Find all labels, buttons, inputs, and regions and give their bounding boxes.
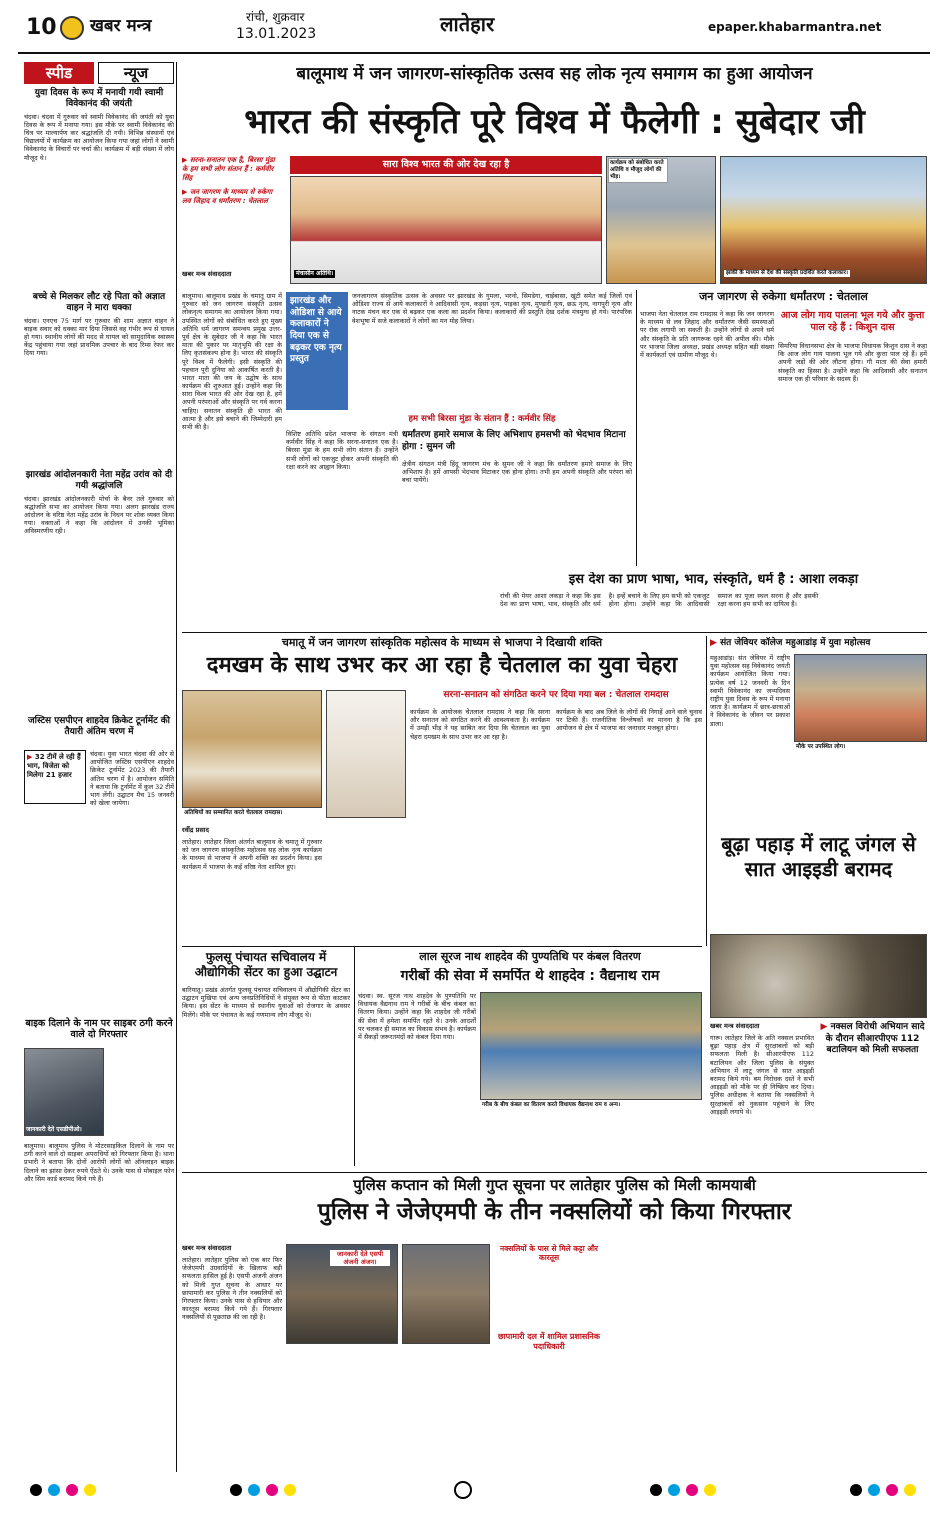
chetlal-body: भाजपा नेता चेतलाल राम रामदास ने कहा कि जन जागरण के माध्यम से लव जिहाद और धर्मांतरण जैसी समस्याओं पर रोक लगायी जा सकती है। उन्होंने लोगों से अपने धर्म और संस्कृति के प्रति जागरूक रहने की अपील की। मौके पर भाजपा जिला अध्यक्ष, प्रखंड अध्यक्ष सहित बड़ी संख्या में कार्यकर्ता एवं ग्रामीण मौजूद थे। xyxy=(640,310,774,359)
speed-item-title: जस्टिस एसपीएन शाहदेव क्रिकेट टूर्नामेंट की तैयारी अंतिम चरण में xyxy=(27,716,170,737)
section-rule-1 xyxy=(182,632,927,633)
top-story-headline: भारत की संस्कृति पूरे विश्व में फैलेगी : सुबेदार जी xyxy=(244,102,865,142)
chamatu-body-2: कार्यक्रम के आयोजक चेतलाल रामदास ने कहा कि सरना और सनातन को संगठित करने की आवश्यकता है। कार्यक्रम में उमड़ी भीड़ ने यह साबित कर दिया कि चेतलाल का युवा चेहरा दमखम के साथ उभर कर आ रहा है। xyxy=(410,708,550,741)
color-swatch xyxy=(686,1484,698,1496)
speed-item-title: झारखंड आंदोलनकारी नेता महेंद्र उरांव को दी गयी श्रद्धांजलि xyxy=(25,470,173,491)
triangle-icon: ▶ xyxy=(710,638,717,648)
color-swatch xyxy=(850,1484,862,1496)
color-swatch xyxy=(30,1484,42,1496)
police-body-col-3 xyxy=(608,1244,712,1456)
chamatu-body-1: लातेहार। लातेहार जिला अंतर्गत बालूमाथ के चमातू में गुरुवार को जन जागरण सांस्कृतिक महोत्सव सह लोक नृत्य कार्यक्रम के माध्यम से भाजपा ने अपनी शक्ति का प्रदर्शन किया। इस कार्यक्रम में भाजपा के कई वरिष्ठ नेता शामिल हुए। xyxy=(182,838,322,871)
bullet-text: सरना-सनातन एक है, बिरसा मुंडा के हम सभी लोग संतान हैं : कर्मवीर सिंह xyxy=(182,156,275,182)
bullet-2 xyxy=(182,188,282,206)
chamatu-headline: दमखम के साथ उभर कर आ रहा है चेतलाल का युवा चेहरा xyxy=(206,653,678,678)
xavier-body-top: महुआडांड़। संत जेवियर में राष्ट्रीय युवा महोत्सव सह विवेकानंद जयंती कार्यक्रम आयोजित किया गया। प्रत्येक वर्ष 12 जनवरी के दिन स्वामी विवेकानंद का जन्मदिवस राष्ट्रीय युवा दिवस के रूप में मनाया जाता है। कार्यक्रम में छात्र-छात्राओं ने विवेकानंद के जीवन पर प्रकाश डाला। xyxy=(710,654,790,728)
chamatu-byline: रवींद्र प्रसाद xyxy=(182,826,209,834)
police-body: लातेहार। लातेहार पुलिस को एक बार फिर जेजेएमपी उग्रवादियों के खिलाफ बड़ी सफलता हासिल हुई है। एसपी अंजनी अंजन को मिली गुप्त सूचना के आधार पर छापामारी कर पुलिस ने तीन नक्सलियों को गिरफ्तार किया। उनके पास से हथियार और कारतूस बरामद किये गये हैं। गिरफ्तार नक्सलियों से पूछताछ की जा रही है। xyxy=(182,1256,282,1322)
chetlal-portrait xyxy=(326,690,406,818)
police-red-head-2: छापामारी दल में शामिल प्रशासनिक पदाधिकारी xyxy=(497,1332,600,1351)
xavier-body-continued xyxy=(710,756,927,836)
issue-date: 13.01.2023 xyxy=(236,26,317,42)
color-swatch xyxy=(284,1484,296,1496)
top-story-continued xyxy=(182,566,482,616)
latu-body: गारू। लातेहार जिले के अति नक्सल प्रभावित बूढ़ा पहाड़ क्षेत्र में सुरक्षाबलों को बड़ी सफलता मिली है। सीआरपीएफ 112 बटालियन और जिला पुलिस के संयुक्त अभियान में लाटू जंगल से सात आइइडी बरामद किये गये। बम निरोधक दस्ते ने सभी आइइडी को मौके पर ही निष्क्रिय कर दिया। पुलिस अधीक्षक ने बताया कि नक्सलियों ने सुरक्षाबलों को नुकसान पहुंचाने के लिए आइइडी लगाये थे। xyxy=(710,1034,814,1116)
police-body-col-5 xyxy=(824,1244,927,1456)
xavier-head xyxy=(710,638,927,649)
color-swatch xyxy=(650,1484,662,1496)
speed-item-title: युवा दिवस के रूप में मनायी गयी स्वामी विवेकानंद की जयंती xyxy=(34,88,164,109)
stage-photo-caption: मंचासीन अतिथि। xyxy=(296,270,334,277)
color-swatch xyxy=(904,1484,916,1496)
color-swatch xyxy=(48,1484,60,1496)
color-swatch xyxy=(66,1484,78,1496)
speed-label: स्पीड xyxy=(24,62,94,84)
police-photo xyxy=(24,1048,104,1136)
latu-side-head xyxy=(818,1022,927,1057)
speed-item-title: बाइक दिलाने के नाम पर साइबर ठगी करने वाले दो गिरफ्तार xyxy=(25,1018,173,1041)
chamatu-kicker: चमातू में जन जागरण सांस्कृतिक महोत्सव के माध्यम से भाजपा ने दिखायी शक्ति xyxy=(281,636,603,649)
color-swatch xyxy=(668,1484,680,1496)
stage-photo xyxy=(290,176,602,284)
police-red-body xyxy=(494,1266,604,1326)
masthead-rule xyxy=(18,52,930,54)
color-swatch xyxy=(230,1484,242,1496)
chamatu-subhead: सरना-सनातन को संगठित करने पर दिया गया बल : चेतलाल रामदास xyxy=(443,690,669,700)
lalsuraj-headline: गरीबों की सेवा में समर्पित थे शाहदेव : वैद्यनाथ राम xyxy=(400,968,660,984)
dance-photo-caption: झांकी के माध्यम से देश की संस्कृति प्रदर्शित करते कलाकार। xyxy=(726,270,848,276)
police-photo-caption: जानकारी देते एसडीपीओ। xyxy=(26,1126,82,1133)
masthead xyxy=(0,0,945,60)
color-swatch xyxy=(704,1484,716,1496)
brand-name: खबर मन्त्र xyxy=(90,16,152,36)
page-number: 10 xyxy=(26,15,57,40)
crowd-photo-caption: कार्यक्रम को संबोधित करते अतिथि व मौजूद लोगों की भीड़। xyxy=(608,158,668,183)
dance-photo xyxy=(720,156,927,284)
speed-item-body: चंदवा। चंदवा में गुरुवार को स्वामी विवेकानंद की जयंती को युवा दिवस के रूप में मनाया गया। इस मौके पर स्वामी विवेकानंद की चित्र पर माल्यार्पण कर श्रद्धांजलि दी गयी। विभिन्न संस्थानों एवं विद्यालयों में कार्यक्रम का आयोजन किया गया जहां लोगों ने स्वामी विवेकानंद के विचारों पर चर्चा की। कार्यक्रम में बड़ी संख्या में लोग मौजूद थे। xyxy=(24,112,174,162)
color-swatch xyxy=(868,1484,880,1496)
speed-item-body: चंदवा। एनएच 75 मार्ग पर गुरुवार की शाम अज्ञात वाहन ने बाइक सवार को धक्का मार दिया जिससे वह गंभीर रूप से घायल हो गया। स्थानीय लोगों की मदद से घायल को सामुदायिक स्वास्थ्य केंद्र पहुंचाया गया जहां प्राथमिक उपचार के बाद रिम्स रेफर कर दिया गया। xyxy=(24,316,174,358)
kishun-body: सिमरिया विधानसभा क्षेत्र के भाजपा विधायक किशुन दास ने कहा कि आज लोग गाय पालना भूल गये और कुत्ता पाल रहे हैं। हमें अपनी जड़ों की ओर लौटना होगा। गौ माता की सेवा हमारी संस्कृति का हिस्सा है। उन्होंने कहा कि आदिवासी और सनातन समाज एक ही परिवार के सदस्य हैं। xyxy=(778,342,927,383)
lalsuraj-photo xyxy=(480,992,702,1100)
chamatu-photo xyxy=(182,690,322,808)
lalsuraj-divider xyxy=(354,946,355,1166)
blue-box-text: झारखंड और ओडिशा से आये कलाकारों ने दिया एक से बढ़कर एक नृत्य प्रस्तुत xyxy=(290,296,342,365)
asha-body: रांची की मेयर आशा लकड़ा ने कहा कि इस देश का प्राण भाषा, भाव, संस्कृति और धर्म है। इन्हें बचाने के लिए हम सभी को एकजुट होना होगा। उन्होंने कहा कि आदिवासी समाज का पूजा स्थल सरना है और इसकी रक्षा करना हम सभी का दायित्व है। xyxy=(500,592,819,609)
speed-item-title: बच्चे से मिलकर लौट रहे पिता को अज्ञात वाहन ने मारा धक्का xyxy=(32,292,166,313)
left-column-divider xyxy=(176,62,177,1472)
karmveer-subhead: हम सभी बिरसा मुंडा के संतान हैं : कर्मवीर सिंह xyxy=(408,414,556,424)
section-name: लातेहार xyxy=(440,12,495,36)
xavier-divider xyxy=(706,636,707,946)
police-byline: खबर मन्त्र संवाददाता xyxy=(182,1244,232,1252)
speed-item-2 xyxy=(24,292,174,482)
police-body-col-4 xyxy=(716,1244,820,1456)
bullet-1 xyxy=(182,156,282,182)
speed-item-body: बालूमाथ। बालूमाथ पुलिस ने मोटरसाइकिल दिलाने के नाम पर ठगी करने वाले दो साइबर अपराधियों को गिरफ्तार किया है। थाना प्रभारी ने बताया कि दोनों आरोपी लोगों को ऑनलाइन बाइक दिलाने का झांसा देकर रुपये ऐंठते थे। उनके पास से मोबाइल फोन और सिम कार्ड बरामद किये गये हैं। xyxy=(24,1142,174,1183)
police-red-head: नक्सलियों के पास से मिले कट्टा और कारतूस xyxy=(500,1244,598,1263)
color-swatch xyxy=(248,1484,260,1496)
lalsuraj-body: चंदवा। स्व. सूरज नाथ शाहदेव के पुण्यतिथि पर विधायक वैद्यनाथ राम ने गरीबों के बीच कंबल का वितरण किया। उन्होंने कहा कि शाहदेव जी गरीबों की सेवा में हमेशा समर्पित रहते थे। उनके आदर्शों पर चलकर ही समाज का विकास संभव है। कार्यक्रम में सैकड़ों जरूरतमंदों को कंबल दिया गया। xyxy=(358,992,476,1041)
triangle-icon: ▶ xyxy=(27,753,33,761)
brand-logo xyxy=(60,16,84,40)
latu-headline: बूढ़ा पहाड़ में लाटू जंगल से सात आइइडी बरामद xyxy=(721,832,916,881)
lalsuraj-body-continued xyxy=(480,1114,702,1164)
color-swatch xyxy=(266,1484,278,1496)
karmveer-body: विशिष्ट अतिथि प्रदेश भाजपा के संगठन मंत्री कर्मवीर सिंह ने कहा कि सरना-सनातन एक है। बिरसा मुंडा के हम सभी लोग संतान हैं। उन्होंने सभी लोगों को एकजुट होकर अपनी संस्कृति की रक्षा करने का आह्वान किया। xyxy=(286,430,398,471)
chamatu-photo-caption: अतिथियों का सम्मानित करते चेतलाल रामदास। xyxy=(184,810,283,816)
chetlal-head: जन जागरण से रुकेगा धर्मांतरण : चेतलाल xyxy=(699,290,868,303)
inset-box xyxy=(24,750,86,804)
photo-strip-banner: सारा विश्व भारत की ओर देख रहा है xyxy=(290,156,602,174)
latu-body-continued xyxy=(818,1084,927,1174)
registration-marks xyxy=(30,1478,920,1502)
police-kicker: पुलिस कप्तान को मिली गुप्त सूचना पर लातेहार पुलिस को मिली कामयाबी xyxy=(353,1176,756,1194)
news-label: न्यूज xyxy=(98,62,174,84)
latu-side-head-text: नक्सल विरोधी अभियान सादे के दौरान सीआरपीएफ 112 बटालियन को मिली सफलता xyxy=(825,1022,925,1056)
top-story-body-2: जनजागरण संस्कृतिक उत्सव के अवसर पर झारखंड के गुमला, भरनो, सिमडेगा, चाईबासा, खूंटी समेत कई जिलों एवं ओडिशा राज्य से आये कलाकारों ने आदिवासी नृत्य, कड़सा नृत्य, पाइका नृत्य, मुण्डारी नृत्य, छऊ नृत्य, नागपुरी नृत्य और नाटक मंचन कर एक से बढ़कर एक कला का प्रदर्शन किया। कलाकारों की प्रस्तुति देख दर्शक मंत्रमुग्ध हो गये। पारंपरिक वेशभूषा में सजे कलाकारों ने लोगों का मन मोह लिया। xyxy=(352,292,632,325)
kishun-head: आज लोग गाय पालना भूल गये और कुत्ता पाल रहे हैं : किशुन दास xyxy=(780,310,925,334)
top-story-kicker: बालूमाथ में जन जागरण-सांस्कृतिक उत्सव सह लोक नृत्य समागम का हुआ आयोजन xyxy=(296,64,813,84)
color-swatch xyxy=(84,1484,96,1496)
speed-item-5 xyxy=(24,1018,174,1458)
section-rule-2 xyxy=(182,946,702,947)
xavier-photo-caption: मौके पर उपस्थित लोग। xyxy=(796,744,846,750)
city-day: रांची, शुक्रवार xyxy=(246,10,305,24)
speed-news-label xyxy=(24,62,174,84)
top-story-body-1: बालूमाथ। बालूमाथ प्रखंड के चमातू ग्राम में गुरुवार को जन जागरण संस्कृति उत्सव लोकनृत्य समागम का आयोजन किया गया। उपस्थित लोगों को संबोधित करते हुए मुख्य अतिथि धर्म जागरण समन्वय प्रमुख उत्तर-पूर्व क्षेत्र के सुबेदार जी ने कहा कि भारत माता की पुकार पर मातृभूमि की रक्षा के लिए कृतसंकल्प होना है। भारत की संस्कृति पूरे विश्व में फैलेगी। इसी संस्कृति की पहचान पूरी दुनिया को आकर्षित करती है। भारत माता की जय के उद्घोष के साथ कार्यक्रम की शुरुआत हुई। उन्होंने कहा कि सारा विश्व भारत की ओर देख रहा है, हमें अपनी परंपराओं और संस्कृति पर गर्व करना चाहिए। सनातन संस्कृति ही भारत की आत्मा है और इसे बचाने की जिम्मेदारी हम सभी की है। xyxy=(182,292,282,431)
section-rule-3 xyxy=(182,1172,927,1173)
speed-item-body: चंदवा। युवा भारत चंदवा की ओर से आयोजित जस्टिस एसपीएन शाहदेव क्रिकेट टूर्नामेंट 2023 की तैयारी अंतिम चरण में है। आयोजन समिति ने बताया कि टूर्नामेंट में कुल 32 टीमें भाग लेंगी। उद्घाटन मैच 15 जनवरी को खेला जायेगा। xyxy=(90,750,174,808)
suman-body: क्षेत्रीय संगठन मंत्री हिंदू जागरण मंच के सुमन जी ने कहा कि धर्मांतरण हमारे समाज के लिए अभिशाप है। हमें आपसी भेदभाव मिटाकर एक होना होगा। तभी हम अपनी संस्कृति और परंपरा को बचा पायेंगे। xyxy=(402,460,632,485)
inset-box-text: 32 टीमें ले रही हैं भाग, विजेता को मिलेगा 21 हजार xyxy=(27,753,81,779)
asha-head: इस देश का प्राण भाषा, भाव, संस्कृति, धर्म है : आशा लकड़ा xyxy=(568,572,859,587)
color-swatch xyxy=(886,1484,898,1496)
speed-item-4 xyxy=(24,716,174,1016)
lalsuraj-photo-caption: गरीब के बीच कंबल का वितरण करते विधायक वैद्यनाथ राम व अन्य। xyxy=(482,1102,621,1108)
arrested-photo xyxy=(402,1244,490,1344)
chamatu-body-3: कार्यक्रम के बाद अब जिले के लोगों की निगाहें आने वाले चुनाव पर टिकी हैं। राजनीतिक विश्लेषकों का मानना है कि इस आयोजन से क्षेत्र में भाजपा का जनाधार मजबूत होगा। xyxy=(556,708,702,733)
triangle-icon: ▶ xyxy=(182,188,188,197)
xavier-photo xyxy=(794,654,927,742)
blue-box xyxy=(286,292,348,410)
speed-item-1 xyxy=(24,88,174,298)
bullet-text: जन जागरण के माध्यम से रुकेगा लव जिहाद व धर्मांतरण : चेतलाल xyxy=(182,188,273,205)
lalsuraj-kicker: लाल सूरज नाथ शाहदेव की पुण्यतिथि पर कंबल वितरण xyxy=(419,950,641,963)
police-headline: पुलिस ने जेजेएमपी के तीन नक्सलियों को किया गिरफ्तार xyxy=(317,1199,792,1225)
phulsu-body: बारियातू। प्रखंड अंतर्गत फुलसू पंचायत सचिवालय में औद्योगिकी सेंटर का उद्घाटन मुखिया एवं अन्य जनप्रतिनिधियों ने संयुक्त रूप से फीता काटकर किया। इस सेंटर के माध्यम से स्थानीय युवाओं को रोजगार के अवसर मिलेंगे। मौके पर पंचायत के कई गणमान्य लोग मौजूद थे। xyxy=(182,986,350,1019)
xavier-head-text: संत जेवियर कॉलेज महुआडांड़ में युवा महोत्सव xyxy=(720,638,871,648)
suman-subhead: धर्मांतरण हमारे समाज के लिए अभिशाप हमसभी को भेदभाव मिटाना होगा : सुमन जी xyxy=(402,430,626,452)
ied-photo xyxy=(710,934,927,1018)
sp-inset-caption: जानकारी देते एसपी अंजनी अंजन। xyxy=(330,1250,390,1266)
triangle-icon: ▶ xyxy=(182,156,188,164)
phulsu-head: फुलसू पंचायत सचिवालय में औद्योगिकी सेंटर का हुआ उद्घाटन xyxy=(194,950,338,979)
triangle-icon: ▶ xyxy=(820,1022,828,1032)
latu-byline: खबर मन्त्र संवाददाता xyxy=(710,1022,760,1030)
police-red-body-2 xyxy=(494,1356,604,1456)
top-story-bullets xyxy=(182,156,282,266)
site-url[interactable]: epaper.khabarmantra.net xyxy=(708,20,882,34)
top-story-byline: खबर मन्त्र संवाददाता xyxy=(182,270,232,278)
police-body-continued xyxy=(286,1350,398,1456)
registration-target-icon xyxy=(454,1481,472,1499)
speed-item-body: चंदवा। झारखंड आंदोलनकारी मोर्चा के बैनर तले गुरुवार को श्रद्धांजलि सभा का आयोजन किया गया। अलग झारखंड राज्य आंदोलन के वरिष्ठ नेता महेंद्र उरांव के निधन पर शोक व्यक्त किया गया। वक्ताओं ने कहा कि आंदोलन में उनकी भूमिका अविस्मरणीय रही। xyxy=(24,494,174,536)
top-story-divider xyxy=(636,290,637,566)
